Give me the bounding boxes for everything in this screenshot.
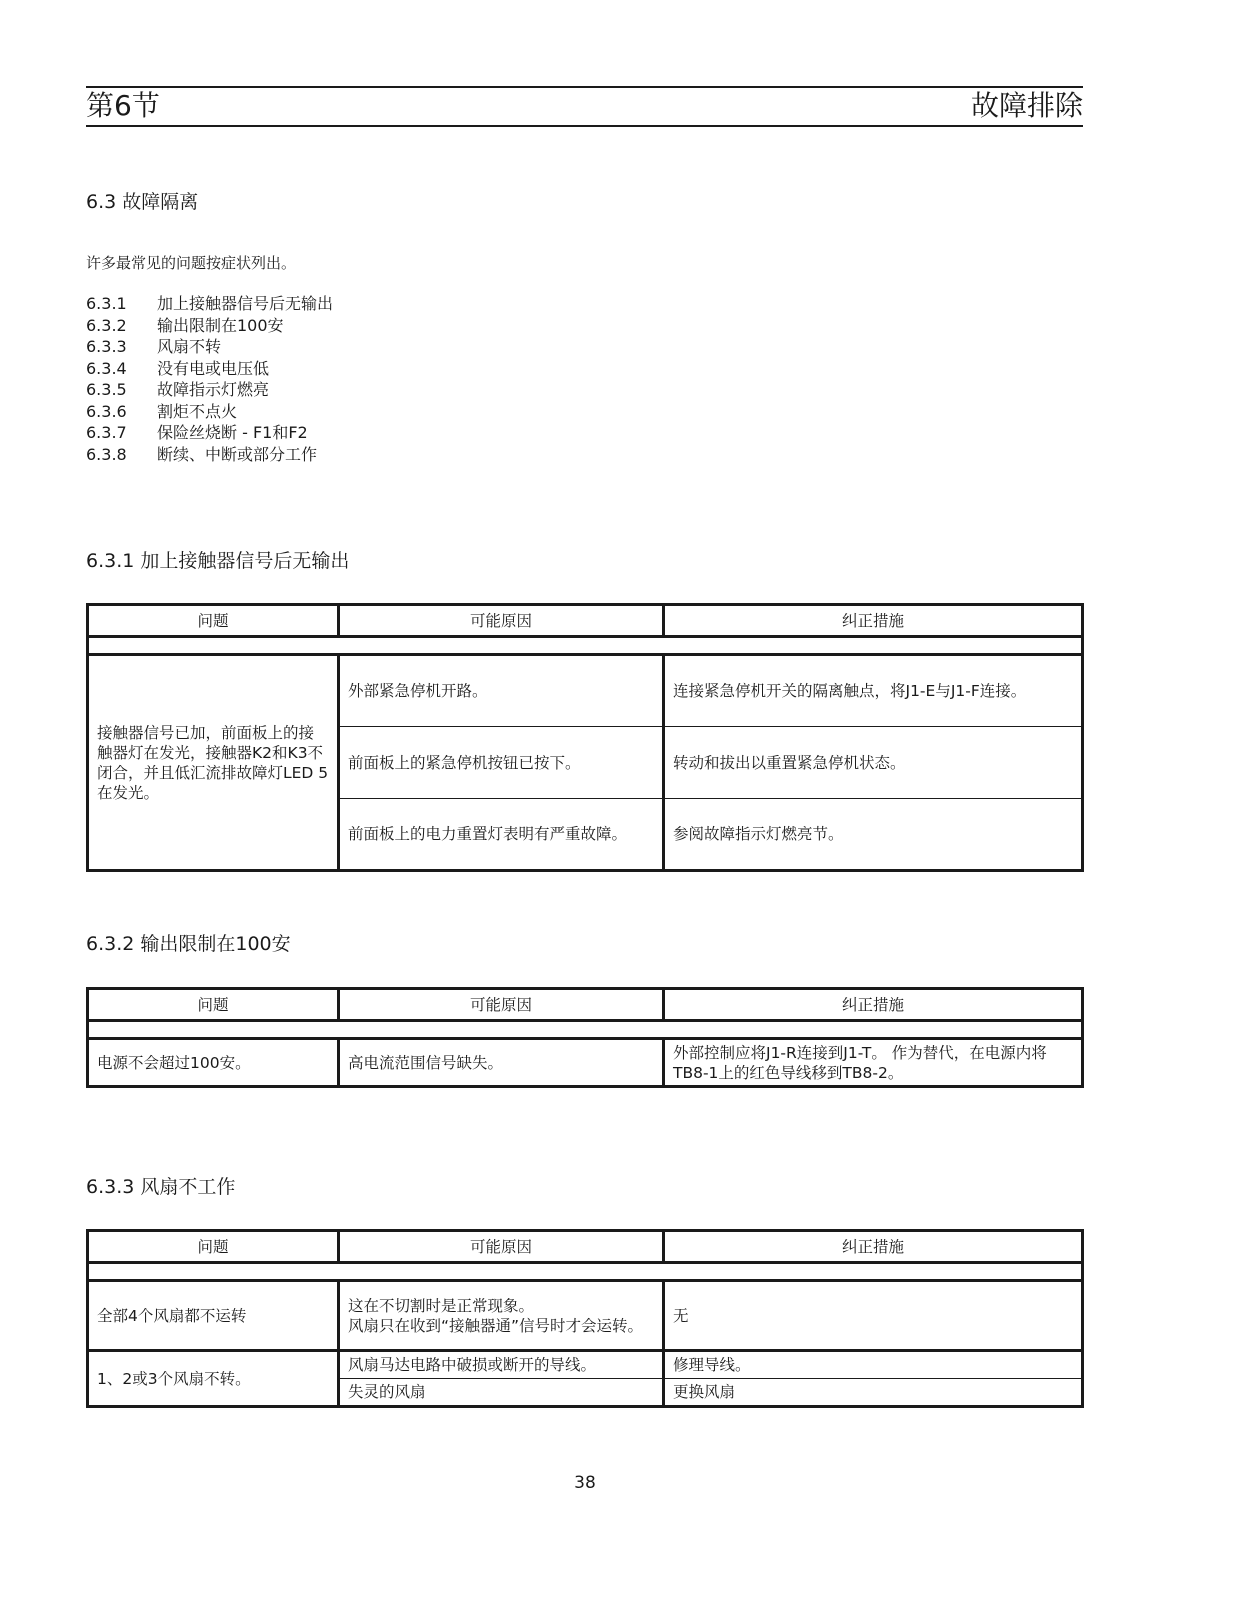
cause-cell: 这在不切割时是正常现象。 风扇只在收到“接触器通”信号时才会运转。 <box>339 1281 664 1351</box>
problem-cell: 接触器信号已加，前面板上的接触器灯在发光，接触器K2和K3不闭合，并且低汇流排故障灯LED 5在发光。 <box>88 655 339 871</box>
spacer-row <box>88 637 1083 655</box>
toc-item <box>86 444 333 466</box>
spacer-row <box>88 1263 1083 1281</box>
remedy-cell: 连接紧急停机开关的隔离触点，将J1-E与J1-F连接。 <box>664 655 1083 727</box>
page-number: 38 <box>574 1473 596 1493</box>
column-header-problem: 问题 <box>88 989 339 1021</box>
table-row <box>88 655 1083 727</box>
column-header-cause: 可能原因 <box>339 989 664 1021</box>
remedy-cell: 无 <box>664 1281 1083 1351</box>
problem-cell: 电源不会超过100安。 <box>88 1039 339 1087</box>
problem-cell: 1、2或3个风扇不转。 <box>88 1351 339 1407</box>
toc-text: 风扇不转 <box>157 337 222 356</box>
toc-item <box>86 401 333 423</box>
table-6-3-3 <box>86 1229 1084 1408</box>
toc-item <box>86 336 333 358</box>
toc-item <box>86 379 333 401</box>
toc-num: 6.3.2 <box>86 315 127 335</box>
remedy-cell: 转动和拔出以重置紧急停机状态。 <box>664 727 1083 799</box>
column-header-cause: 可能原因 <box>339 1231 664 1263</box>
cause-cell: 外部紧急停机开路。 <box>339 655 664 727</box>
problem-cell: 全部4个风扇都不运转 <box>88 1281 339 1351</box>
toc-text: 断续、中断或部分工作 <box>157 444 318 464</box>
column-header-cause: 可能原因 <box>339 605 664 637</box>
toc-list <box>86 293 333 465</box>
cause-cell: 高电流范围信号缺失。 <box>339 1039 664 1087</box>
toc-num: 6.3.1 <box>86 294 127 313</box>
remedy-cell: 参阅故障指示灯燃亮节。 <box>664 799 1083 871</box>
intro-text: 许多最常见的问题按症状列出。 <box>86 254 297 272</box>
header-rule-top <box>86 86 1083 88</box>
heading-6-3-1: 6.3.1 加上接触器信号后无输出 <box>86 550 350 572</box>
column-header-problem: 问题 <box>88 605 339 637</box>
column-header-remedy: 纠正措施 <box>664 605 1083 637</box>
toc-text: 割炬不点火 <box>157 401 238 421</box>
cause-cell: 前面板上的电力重置灯表明有严重故障。 <box>339 799 664 871</box>
toc-num: 6.3.3 <box>86 337 127 356</box>
table-6-3-1 <box>86 603 1084 872</box>
cause-cell: 风扇马达电路中破损或断开的导线。 <box>339 1351 664 1379</box>
toc-num: 6.3.4 <box>86 358 127 378</box>
heading-6-3-2: 6.3.2 输出限制在100安 <box>86 933 291 955</box>
header-rule-bottom <box>86 125 1083 127</box>
table-6-3-2 <box>86 987 1084 1088</box>
heading-6-3: 6.3 故障隔离 <box>86 191 199 213</box>
column-header-remedy: 纠正措施 <box>664 1231 1083 1263</box>
column-header-problem: 问题 <box>88 1231 339 1263</box>
table-row <box>88 1281 1083 1351</box>
toc-text: 故障指示灯燃亮 <box>157 380 270 399</box>
cause-cell: 失灵的风扇 <box>339 1379 664 1407</box>
remedy-cell: 外部控制应将J1-R连接到J1-T。 作为替代，在电源内将TB8-1上的红色导线移到TB8-2。 <box>664 1039 1083 1087</box>
column-header-remedy: 纠正措施 <box>664 989 1083 1021</box>
toc-text: 没有电或电压低 <box>157 358 270 378</box>
toc-item <box>86 315 333 337</box>
toc-text: 保险丝烧断 - F1和F2 <box>157 423 308 442</box>
toc-item <box>86 422 333 444</box>
section-label: 第6节 <box>86 89 160 122</box>
spacer-row <box>88 1021 1083 1039</box>
remedy-cell: 修理导线。 <box>664 1351 1083 1379</box>
table-row <box>88 1351 1083 1379</box>
remedy-cell: 更换风扇 <box>664 1379 1083 1407</box>
heading-6-3-3: 6.3.3 风扇不工作 <box>86 1176 236 1198</box>
toc-text: 加上接触器信号后无输出 <box>157 294 334 313</box>
section-title: 故障排除 <box>970 89 1083 122</box>
toc-num: 6.3.6 <box>86 401 127 421</box>
toc-num: 6.3.5 <box>86 380 127 399</box>
cause-cell: 前面板上的紧急停机按钮已按下。 <box>339 727 664 799</box>
toc-item <box>86 293 333 315</box>
toc-item <box>86 358 333 380</box>
toc-text: 输出限制在100安 <box>157 315 284 335</box>
toc-num: 6.3.7 <box>86 423 127 442</box>
toc-num: 6.3.8 <box>86 444 127 464</box>
table-row <box>88 1039 1083 1087</box>
